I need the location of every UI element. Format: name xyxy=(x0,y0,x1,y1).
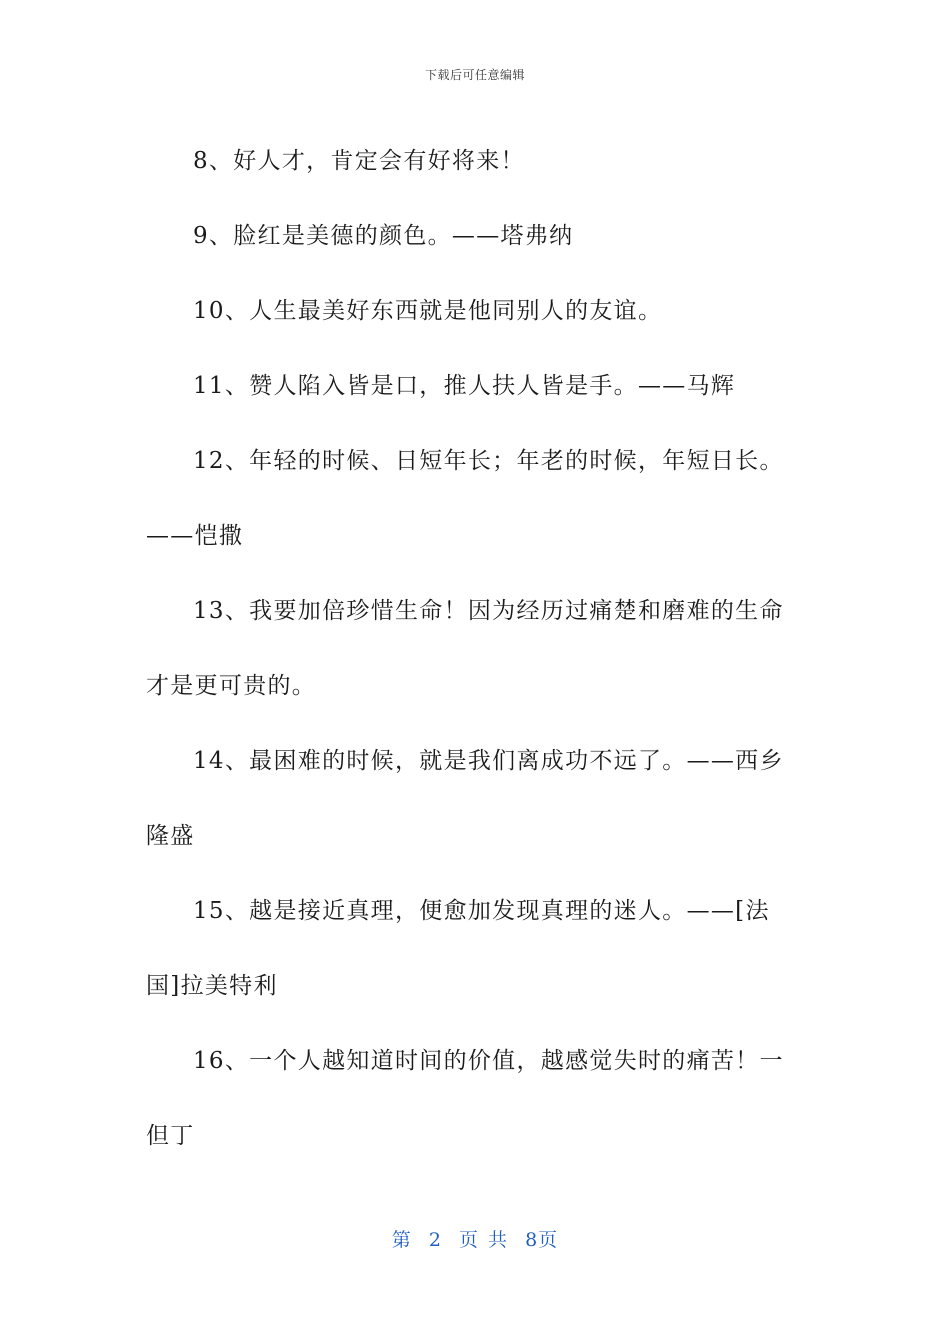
footer-prefix: 第 xyxy=(391,1229,412,1251)
page-footer xyxy=(0,1225,950,1252)
quote-paragraph: 8、好人才，肯定会有好将来！ xyxy=(193,148,525,174)
quote-paragraph: 10、人生最美好东西就是他同别人的友谊。 xyxy=(193,298,663,324)
quote-paragraph: 12、年轻的时候、日短年长；年老的时候，年短日长。——恺撒 xyxy=(146,448,784,549)
page-header: 下载后可任意编辑 xyxy=(424,68,525,82)
quote-paragraph: 11、赞人陷入皆是口，推人扶人皆是手。——马辉 xyxy=(193,373,736,399)
footer-total-pages: 8页 xyxy=(525,1229,559,1251)
quote-paragraph: 9、脸红是美德的颜色。——塔弗纳 xyxy=(193,223,574,249)
quote-paragraph: 14、最困难的时候，就是我们离成功不远了。——西乡隆盛 xyxy=(146,748,784,849)
quote-paragraph: 15、越是接近真理，便愈加发现真理的迷人。——[法国]拉美特利 xyxy=(146,898,770,999)
footer-middle: 页 共 xyxy=(459,1229,509,1251)
quote-paragraph: 16、一个人越知道时间的价值，越感觉失时的痛苦！一但丁 xyxy=(146,1048,784,1149)
document-body xyxy=(146,124,796,1174)
footer-page-number: 2 xyxy=(428,1229,442,1251)
quote-paragraph: 13、我要加倍珍惜生命！因为经历过痛楚和磨难的生命才是更可贵的。 xyxy=(146,598,784,699)
